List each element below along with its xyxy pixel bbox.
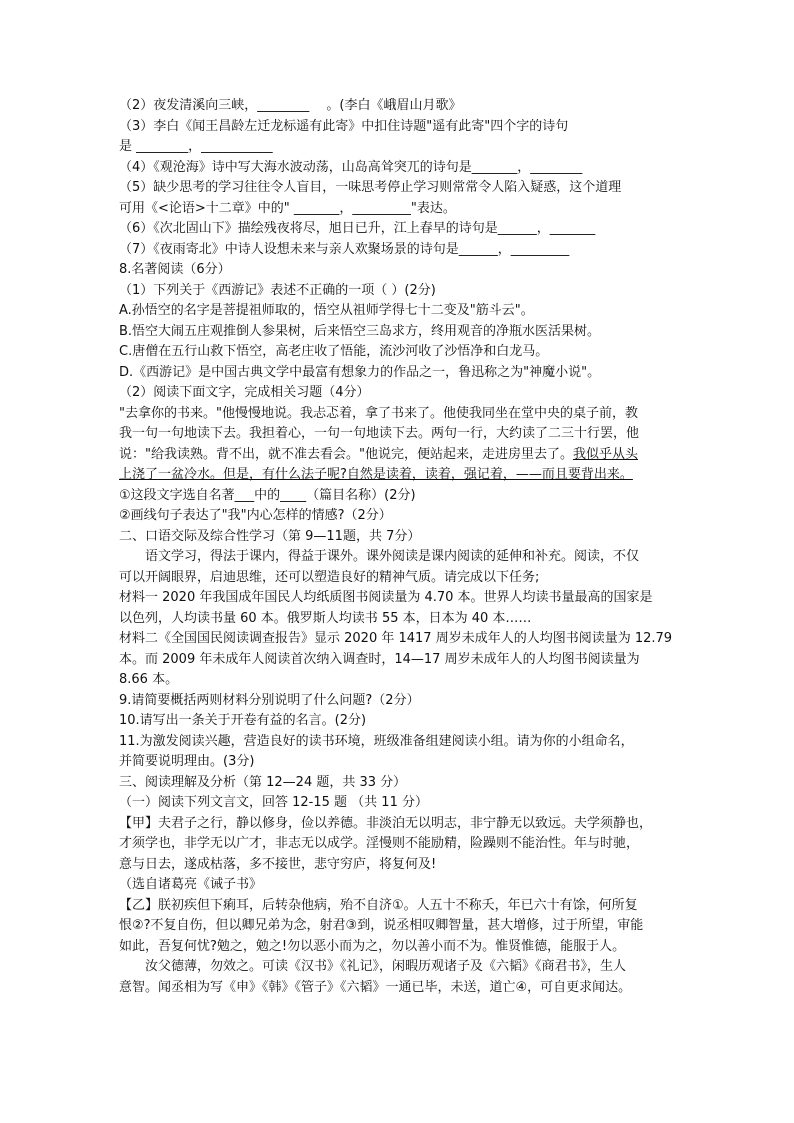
question: （2）阅读下面文字，完成相关习题（4分） xyxy=(119,385,370,400)
paragraph-line: 可以开阔眼界，启迪思维，还可以塑造良好的精神气质。请完成以下任务; xyxy=(119,569,540,585)
classical-text-line: 汝父德薄，勿效之。可读《汉书》《礼记》，闲暇历观诸子及《六韬》《商君书》，生人 xyxy=(145,959,627,974)
source-note: （选自诸葛亮《诫子书》 xyxy=(119,877,263,892)
underlined-sentence: 我似乎从头 xyxy=(572,446,638,462)
classical-text-line: 意与日去，遂成枯落，多不接世，悲守穷庐，将复何及! xyxy=(119,856,437,872)
section-heading: 8.名著阅读（6分） xyxy=(119,262,231,277)
option-d: D.《西游记》是中国古典文学中最富有想象力的作品之一，鲁迅称之为"神魔小说"。 xyxy=(119,364,601,380)
material-line: 以色列，人均读书量 60 本。俄罗斯人均读书 55 本，日本为 40 本…… xyxy=(119,610,532,626)
question: ①这段文字选自名著___中的____（篇目名称）(2分) xyxy=(119,487,416,503)
section-heading: 三、阅读理解及分析（第 12—24 题，共 33 分） xyxy=(119,774,407,790)
question: 9.请简要概括两则材料分别说明了什么问题?（2分） xyxy=(119,692,420,708)
text-line: （3）李白《闻王昌龄左迁龙标遥有此寄》中扣住诗题"遥有此寄"四个字的诗句 xyxy=(119,118,569,134)
material-line: 本。而 2009 年未成年人阅读首次纳入调查时，14—17 周岁未成年人的人均图书阅读量为 xyxy=(119,651,640,667)
question: 并简要说明理由。(3分) xyxy=(119,754,255,769)
option-a: A.孙悟空的名字是菩提祖师取的，悟空从祖师学得七十二变及"筋斗云"。 xyxy=(119,303,534,318)
classical-text-line: 恨②?不复自伤，但以卿兄弟为念，射君③到，说丞相叹卿智量，甚大增修，过于所望，审能 xyxy=(119,918,644,933)
passage-line xyxy=(119,445,679,466)
passage-line: 我一句一句地读下去。我担着心，一句一句地读下去。两句一行，大约读了二三十行罢，他 xyxy=(119,426,640,441)
classical-text-line: 【乙】朕初疾但下痢耳，后转杂他病，殆不自济①。人五十不称夭，年已六十有馀，何所复 xyxy=(119,897,638,913)
text-line: （6）《次北固山下》描绘残夜将尽，旭日已升，江上春早的诗句是______，_______ xyxy=(119,221,596,236)
text-line: 可用《<论语>十二章》中的" _______，_________"表达。 xyxy=(119,200,456,216)
question: 10.请写出一条关于开卷有益的名言。(2分) xyxy=(119,713,367,728)
option-c: C.唐僧在五行山救下悟空，高老庄收了悟能，流沙河收了沙悟净和白龙马。 xyxy=(119,344,549,359)
text-line: （5）缺少思考的学习往往令人盲目，一味思考停止学习则常常令人陷入疑惑，这个道理 xyxy=(119,180,622,195)
question: ②画线句子表达了"我"内心怎样的情感?（2分） xyxy=(119,508,392,523)
passage-line: "去拿你的书来。"他慢慢地说。我忐忑着，拿了书来了。他使我同坐在堂中央的桌子前，教 xyxy=(119,405,638,421)
option-b: B.悟空大闹五庄观推倒人参果树，后来悟空三岛求方，终用观音的净瓶水医活果树。 xyxy=(119,323,601,339)
question: （1）下列关于《西游记》表述不正确的一项（ ）(2分) xyxy=(119,282,436,298)
text-line: （2）夜发清溪向三峡，________ 。(李白《峨眉山月歌》 xyxy=(119,98,462,113)
subsection-heading: （一）阅读下列文言文，回答 12-15 题 （共 11 分） xyxy=(119,795,428,810)
material-line: 材料二《全国国民阅读调查报告》显示 2020 年 1417 周岁未成年人的人均图书阅读量为 12.79 xyxy=(119,631,673,646)
classical-text-line: 才须学也，非学无以广才，非志无以成学。淫慢则不能励精，险躁则不能治性。年与时驰， xyxy=(119,836,640,851)
material-line: 材料一 2020 年我国成年国民人均纸质图书阅读量为 4.70 本。世界人均读书量最高的国家是 xyxy=(119,590,653,605)
question: 11.为激发阅读兴趣，营造良好的读书环境，班级准备组建阅读小组。请为你的小组命名， xyxy=(119,733,634,749)
text-line: 是 ________，___________ xyxy=(119,139,273,154)
classical-text-line: 如此，吾复何忧?勉之，勉之!勿以恶小而为之，勿以善小而不为。惟贤惟德，能服于人。 xyxy=(119,938,626,954)
exam-page xyxy=(119,96,679,998)
classical-text-line: 【甲】夫君子之行，静以修身，俭以养德。非淡泊无以明志，非宁静无以致远。夫学须静也， xyxy=(119,815,653,831)
text-line: （7）《夜雨寄北》中诗人设想未来与亲人欢聚场景的诗句是______，_________ xyxy=(119,241,570,257)
underlined-sentence: 上浇了一盆冷水。但是，有什么法子呢?自然是读着，读着，强记着，——而且要背出来。 xyxy=(119,467,633,482)
classical-text-line: 意智。闻丞相为写《申》《韩》《管子》《六韬》一通已毕，未送，道亡④，可自更求闻达。 xyxy=(119,979,632,995)
passage-text: 说："给我读熟。背不出，就不准去看会。"他说完，便站起来，走进房里去了。 xyxy=(119,446,573,462)
paragraph-line: 语文学习，得法于课内，得益于课外。课外阅读是课内阅读的延伸和补充。阅读，不仅 xyxy=(145,549,640,564)
text-line: （4）《观沧海》诗中写大海水波动荡，山岛高耸突兀的诗句是_______，________ xyxy=(119,159,583,175)
material-line: 8.66 本。 xyxy=(119,672,179,687)
section-heading: 二、口语交际及综合性学习（第 9—11题，共 7分） xyxy=(119,528,421,544)
